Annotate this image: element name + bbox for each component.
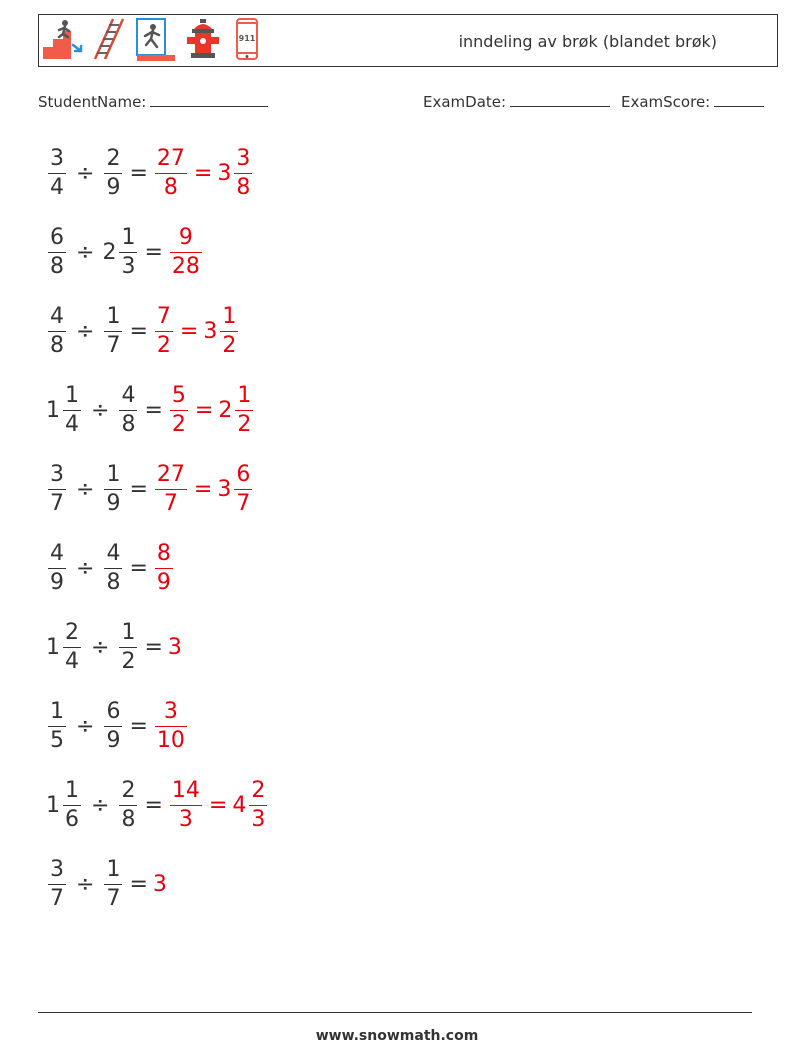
whole-number: 4 [232, 792, 247, 818]
numerator: 8 [156, 540, 171, 566]
exam-date-blank [510, 92, 610, 107]
denominator: 7 [50, 885, 64, 911]
fraction [48, 698, 66, 755]
divisor [102, 856, 124, 913]
whole-number: 3 [217, 476, 232, 502]
worksheet-title: inndeling av brøk (blandet brøk) [458, 32, 717, 51]
answer-equals-sign: = [208, 792, 228, 818]
student-name-field [38, 92, 268, 111]
numerator: 1 [106, 461, 121, 487]
numerator: 4 [50, 303, 64, 329]
footer-divider [38, 1012, 752, 1013]
denominator: 8 [121, 806, 136, 832]
integer-value: 3 [152, 871, 167, 897]
denominator: 7 [106, 332, 121, 358]
fraction [63, 777, 81, 834]
problem-row [46, 853, 168, 915]
fraction [249, 777, 267, 834]
header-box [38, 14, 778, 67]
division-sign: ÷ [76, 318, 95, 344]
numerator: 2 [65, 619, 79, 645]
answer-improper [153, 461, 189, 518]
denominator: 9 [106, 174, 121, 200]
problem-row [46, 537, 175, 599]
fraction [234, 145, 252, 202]
answer [168, 777, 269, 834]
header-icons [41, 17, 271, 65]
answer-improper [168, 635, 183, 660]
answer-mixed [232, 777, 269, 834]
fraction [104, 856, 122, 913]
exam-score-field [621, 92, 764, 111]
numerator: 3 [236, 145, 251, 171]
phone-911-icon [227, 17, 267, 65]
answer [153, 872, 168, 897]
denominator: 10 [156, 727, 185, 753]
fraction [220, 303, 238, 360]
division-sign: ÷ [76, 871, 95, 897]
numerator: 1 [65, 777, 79, 803]
dividend [46, 540, 68, 597]
problem-row [46, 616, 183, 678]
dividend [46, 145, 68, 202]
division-sign: ÷ [91, 792, 110, 818]
problem-row [46, 379, 255, 441]
dividend [46, 382, 83, 439]
answer-improper [168, 382, 190, 439]
problem-row [46, 695, 189, 757]
numerator: 3 [50, 856, 64, 882]
answer-mixed [203, 303, 240, 360]
numerator: 2 [106, 145, 121, 171]
problem-row [46, 221, 204, 283]
dividend [46, 303, 68, 360]
whole-number: 3 [217, 160, 232, 186]
numerator: 4 [50, 540, 64, 566]
numerator: 2 [251, 777, 266, 803]
numerator: 2 [121, 777, 136, 803]
fraction [48, 856, 66, 913]
svg-text:911: 911 [238, 34, 256, 43]
fraction [155, 145, 187, 202]
fraction [104, 698, 122, 755]
denominator: 7 [50, 490, 64, 516]
student-name-blank [150, 92, 268, 107]
answer-mixed [217, 145, 254, 202]
division-sign: ÷ [76, 713, 95, 739]
fraction [119, 382, 137, 439]
fraction [104, 461, 122, 518]
equals-sign: = [144, 239, 163, 265]
division-sign: ÷ [76, 476, 95, 502]
divisor [102, 303, 124, 360]
numerator: 9 [178, 224, 193, 250]
denominator: 9 [156, 569, 171, 595]
numerator: 7 [156, 303, 171, 329]
exam-date-label: ExamDate: [423, 93, 507, 111]
denominator: 2 [222, 332, 237, 358]
numerator: 4 [106, 540, 121, 566]
fraction [170, 777, 202, 834]
divisor [102, 224, 139, 281]
answer-improper [153, 698, 189, 755]
problem-row [46, 142, 254, 204]
whole-number: 1 [46, 634, 60, 660]
problem-row [46, 458, 254, 520]
denominator: 2 [237, 411, 252, 437]
numerator: 1 [121, 619, 136, 645]
answer-equals-sign: = [194, 397, 214, 423]
stairs-exit-icon [41, 17, 85, 65]
whole-number: 2 [218, 397, 233, 423]
denominator: 4 [65, 648, 79, 674]
denominator: 4 [50, 174, 64, 200]
answer-equals-sign: = [193, 160, 213, 186]
division-sign: ÷ [76, 160, 95, 186]
fraction [119, 777, 137, 834]
equals-sign: = [129, 871, 148, 897]
fraction [155, 698, 187, 755]
denominator: 7 [106, 885, 121, 911]
answer [153, 461, 254, 518]
division-sign: ÷ [76, 555, 95, 581]
divisor [102, 145, 124, 202]
denominator: 8 [236, 174, 251, 200]
denominator: 9 [106, 490, 121, 516]
denominator: 7 [236, 490, 251, 516]
fraction [63, 382, 81, 439]
whole-number: 2 [102, 239, 117, 265]
numerator: 4 [121, 382, 136, 408]
dividend [46, 698, 68, 755]
footer-url: www.snowmath.com [315, 1028, 479, 1044]
fraction [235, 382, 253, 439]
fraction [48, 224, 66, 281]
exam-score-blank [714, 92, 764, 107]
numerator: 14 [171, 777, 200, 803]
numerator: 1 [106, 303, 121, 329]
numerator: 3 [50, 461, 64, 487]
numerator: 1 [65, 382, 79, 408]
equals-sign: = [144, 634, 163, 660]
equals-sign: = [144, 397, 163, 423]
fraction [155, 461, 187, 518]
student-name-label: StudentName: [38, 93, 147, 111]
division-sign: ÷ [91, 397, 110, 423]
ladder-icon [89, 17, 129, 65]
exam-date-field [423, 92, 610, 111]
numerator: 27 [156, 145, 185, 171]
answer [153, 698, 189, 755]
divisor [117, 382, 139, 439]
dividend [46, 856, 68, 913]
problem-row [46, 774, 269, 836]
denominator: 8 [106, 569, 121, 595]
fraction [104, 540, 122, 597]
denominator: 28 [171, 253, 200, 279]
divisor [102, 698, 124, 755]
divisor [117, 619, 139, 676]
numerator: 6 [106, 698, 121, 724]
answer-improper [153, 145, 189, 202]
denominator: 4 [65, 411, 79, 437]
fraction [63, 619, 81, 676]
denominator: 9 [106, 727, 121, 753]
exam-score-label: ExamScore: [621, 93, 711, 111]
denominator: 5 [50, 727, 64, 753]
denominator: 8 [163, 174, 178, 200]
divisor [102, 540, 124, 597]
denominator: 9 [50, 569, 64, 595]
answer-mixed [217, 461, 254, 518]
dividend [46, 777, 83, 834]
fraction [48, 461, 66, 518]
equals-sign: = [129, 713, 148, 739]
answer [153, 540, 175, 597]
denominator: 8 [50, 332, 64, 358]
problem-row [46, 300, 240, 362]
denominator: 2 [171, 411, 186, 437]
denominator: 8 [50, 253, 64, 279]
fire-hydrant-icon [183, 17, 223, 65]
answer-improper [153, 540, 175, 597]
numerator: 1 [237, 382, 252, 408]
answer-improper [153, 303, 175, 360]
denominator: 2 [121, 648, 136, 674]
answer [168, 382, 255, 439]
fraction [119, 224, 137, 281]
whole-number: 3 [203, 318, 218, 344]
numerator: 27 [156, 461, 185, 487]
division-sign: ÷ [76, 239, 95, 265]
numerator: 1 [222, 303, 237, 329]
answer-equals-sign: = [179, 318, 199, 344]
fraction [170, 382, 188, 439]
equals-sign: = [129, 160, 148, 186]
dividend [46, 619, 83, 676]
numerator: 1 [121, 224, 136, 250]
fraction [234, 461, 252, 518]
fraction [48, 145, 66, 202]
denominator: 6 [65, 806, 79, 832]
equals-sign: = [144, 792, 163, 818]
whole-number: 1 [46, 397, 60, 423]
answer [168, 635, 183, 660]
denominator: 3 [251, 806, 266, 832]
dividend [46, 461, 68, 518]
divisor [117, 777, 139, 834]
fraction [119, 619, 137, 676]
numerator: 6 [50, 224, 64, 250]
fraction [104, 303, 122, 360]
numerator: 1 [106, 856, 121, 882]
equals-sign: = [129, 318, 148, 344]
denominator: 7 [163, 490, 178, 516]
answer-mixed [218, 382, 255, 439]
emergency-exit-door-icon [133, 17, 179, 65]
dividend [46, 224, 68, 281]
fraction [48, 540, 66, 597]
numerator: 6 [236, 461, 251, 487]
fraction [48, 303, 66, 360]
division-sign: ÷ [91, 634, 110, 660]
numerator: 1 [50, 698, 64, 724]
numerator: 5 [171, 382, 186, 408]
answer-improper [168, 224, 204, 281]
denominator: 2 [156, 332, 171, 358]
numerator: 3 [163, 698, 178, 724]
whole-number: 1 [46, 792, 60, 818]
fraction [104, 145, 122, 202]
fraction [155, 540, 173, 597]
fraction [170, 224, 202, 281]
denominator: 3 [178, 806, 193, 832]
answer-improper [168, 777, 204, 834]
fraction [155, 303, 173, 360]
denominator: 8 [121, 411, 136, 437]
numerator: 3 [50, 145, 64, 171]
answer-equals-sign: = [193, 476, 213, 502]
equals-sign: = [129, 555, 148, 581]
answer-improper [153, 872, 168, 897]
equals-sign: = [129, 476, 148, 502]
divisor [102, 461, 124, 518]
denominator: 3 [121, 253, 136, 279]
integer-value: 3 [167, 634, 182, 660]
answer [168, 224, 204, 281]
answer [153, 303, 240, 360]
answer [153, 145, 254, 202]
